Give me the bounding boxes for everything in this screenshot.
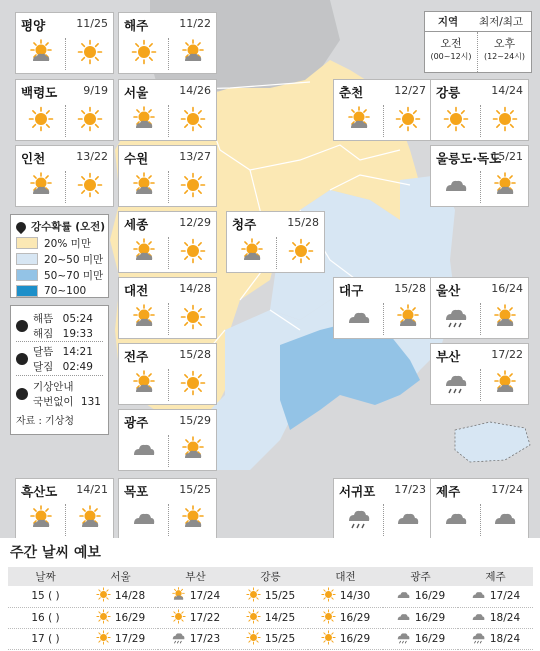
sunny-icon [28,106,54,132]
legend-swatch-2 [16,253,38,265]
city-header: 서울 [83,567,158,586]
cloudy-icon [471,587,486,605]
city-temp: 14/21 [76,483,108,496]
forecast-temp: 14/28 [114,590,146,603]
forecast-cell [83,607,158,628]
legend-swatch-3 [16,269,38,281]
divider [65,105,66,137]
sunny-icon [96,587,111,605]
sunny-icon [246,587,261,605]
city-card-seogwipo [333,478,432,540]
city-temp: 17/23 [394,483,426,496]
legend-item-4: 70~100 [16,284,108,298]
partly-cloudy-sun-icon [28,172,54,198]
city-header: 부산 [158,567,233,586]
city-card-gwangju [118,409,217,471]
rain-icon [443,370,469,396]
weekly-header-row [8,567,533,586]
cloudy-icon [346,304,372,330]
rain-icon [346,505,372,531]
divider [276,237,277,269]
cloudy-icon [471,609,486,627]
am-label: 오전 [440,37,462,50]
weekly-title: 주간 날씨 예보 [10,545,101,561]
sunny-icon [492,106,518,132]
divider [168,237,169,269]
legend-item-1: 20% 미만 [16,236,108,250]
city-card-chuncheon [333,79,432,141]
divider [480,303,481,335]
city-temp: 15/28 [394,282,426,295]
cloudy-icon [131,436,157,462]
partly-cloudy-sun-icon [395,304,421,330]
forecast-cell [458,628,533,649]
forecast-cell [233,607,308,628]
date-cell: 15 ( ) [8,586,83,607]
city-card-sejong [118,211,217,273]
city-temp: 14/26 [179,84,211,97]
partly-cloudy-sun-icon [171,587,186,605]
city-name: 수원 [124,151,149,166]
rain-icon [443,304,469,330]
city-card-baengnyeongdo [15,79,114,141]
divider [65,171,66,203]
forecast-temp: 16/29 [414,611,446,624]
city-name: 청주 [232,217,257,232]
forecast-temp: 17/23 [189,632,221,645]
city-name: 평양 [21,18,46,33]
forecast-cell [233,586,308,607]
city-temp: 15/25 [179,483,211,496]
sunny-icon [180,238,206,264]
city-name: 광주 [124,415,149,430]
info-panel: 해뜸 05:24 해짐 19:33 달뜸 14:21 달짐 02:49 기상안내 국번없이 131 자료 : 기상청 [10,305,109,435]
city-name: 백령도 [21,85,58,100]
city-name: 울산 [436,283,461,298]
city-temp: 11/25 [76,17,108,30]
rain-icon [471,630,486,648]
city-card-haeju [118,12,217,74]
legend-item-3: 50~70 미만 [16,268,108,282]
city-card-busan [430,343,529,405]
forecast-temp: 14/30 [339,590,371,603]
minmax-label: 최저/최고 [478,16,524,28]
city-name: 대구 [339,283,364,298]
divider [480,105,481,137]
cloudy-icon [443,505,469,531]
sunny-icon [180,106,206,132]
partly-cloudy-sun-icon [180,39,206,65]
sunny-icon [171,609,186,627]
partly-cloudy-sun-icon [492,304,518,330]
sunny-icon [180,172,206,198]
partly-cloudy-sun-icon [131,106,157,132]
city-card-suwon [118,145,217,207]
city-temp: 13/27 [179,150,211,163]
city-card-jeju [430,478,529,540]
city-name: 부산 [436,349,461,364]
city-card-incheon [15,145,114,207]
forecast-temp: 18/24 [489,611,521,624]
forecast-cell [233,628,308,649]
pm-label: 오후 [493,37,516,50]
divider [480,171,481,203]
forecast-cell [308,628,383,649]
sunny-icon [180,370,206,396]
table-row [8,607,533,628]
city-card-ulsan [430,277,529,339]
city-temp: 11/22 [179,17,211,30]
city-name: 울릉도·독도 [436,151,502,166]
sunny-icon [96,609,111,627]
divider [168,303,169,335]
city-name: 서울 [124,85,149,100]
forecast-cell [458,607,533,628]
city-name: 세종 [124,217,149,232]
forecast-temp: 15/25 [264,590,296,603]
city-temp: 15/21 [491,150,523,163]
precip-legend [10,214,109,298]
city-name: 흑산도 [21,484,58,499]
city-name: 전주 [124,349,149,364]
city-header: 광주 [383,567,458,586]
city-header: 강릉 [233,567,308,586]
header-legend [424,11,532,73]
forecast-temp: 15/25 [264,632,296,645]
city-name: 인천 [21,151,46,166]
sunny-icon [321,630,336,648]
city-card-jeonju [118,343,217,405]
partly-cloudy-sun-icon [492,370,518,396]
city-name: 강릉 [436,85,461,100]
legend-title: 강수확률 (오전) [31,221,106,233]
forecast-temp: 16/29 [414,590,446,603]
table-row [8,628,533,649]
city-card-heuksando [15,478,114,540]
divider [383,303,384,335]
city-temp: 16/24 [491,282,523,295]
city-card-seoul [118,79,217,141]
source-label: 자료 : 기상청 [16,416,75,427]
sunny-icon [288,238,314,264]
city-header: 제주 [458,567,533,586]
weekly-table [8,567,533,650]
partly-cloudy-sun-icon [180,436,206,462]
cloudy-icon [396,587,411,605]
city-name: 목포 [124,484,149,499]
sunny-icon [321,609,336,627]
cloudy-icon [131,505,157,531]
forecast-cell [458,586,533,607]
am-range: (00~12시) [430,52,472,61]
city-card-ulleungdo [430,145,529,207]
sunny-icon [96,630,111,648]
table-row [8,586,533,607]
cloudy-icon [492,505,518,531]
forecast-temp: 17/29 [114,632,146,645]
forecast-temp: 16/29 [339,632,371,645]
partly-cloudy-sun-icon [180,505,206,531]
divider [168,504,169,536]
date-cell: 17 ( ) [8,628,83,649]
sunny-icon [395,106,421,132]
sunny-icon [246,630,261,648]
sunny-icon [77,106,103,132]
moon-icon [16,353,28,365]
forecast-cell [308,586,383,607]
partly-cloudy-sun-icon [131,304,157,330]
city-temp: 13/22 [76,150,108,163]
city-name: 해주 [124,18,149,33]
city-temp: 12/27 [394,84,426,97]
city-temp: 15/29 [179,414,211,427]
weekly-forecast [0,538,540,651]
forecast-temp: 14/25 [264,611,296,624]
rain-icon [171,630,186,648]
pm-range: (12~24시) [483,52,526,61]
raindrop-icon [14,219,28,233]
sunny-icon [443,106,469,132]
city-temp: 14/28 [179,282,211,295]
cloudy-icon [443,172,469,198]
forecast-temp: 18/24 [489,632,521,645]
legend-swatch-1 [16,237,38,249]
forecast-temp: 17/22 [189,611,221,624]
forecast-temp: 16/29 [339,611,371,624]
divider [168,171,169,203]
city-temp: 14/24 [491,84,523,97]
city-card-pyongyang [15,12,114,74]
partly-cloudy-sun-icon [131,238,157,264]
divider [383,105,384,137]
divider [168,38,169,70]
city-name: 제주 [436,484,461,499]
divider [65,504,66,536]
divider [480,504,481,536]
sunny-icon [246,609,261,627]
partly-cloudy-sun-icon [131,370,157,396]
forecast-cell [158,628,233,649]
city-card-cheongju [226,211,325,273]
jeju-island [455,422,530,462]
city-temp: 17/22 [491,348,523,361]
sunny-icon [321,587,336,605]
cloudy-icon [396,609,411,627]
city-card-daegu [333,277,432,339]
forecast-cell [308,607,383,628]
city-name: 대전 [124,283,149,298]
sunny-icon [131,39,157,65]
forecast-temp: 17/24 [489,590,521,603]
partly-cloudy-sun-icon [492,172,518,198]
sunny-icon [77,39,103,65]
region-label: 지역 [437,16,459,28]
city-name: 서귀포 [339,484,376,499]
divider [383,504,384,536]
forecast-cell [383,607,458,628]
date-header: 날짜 [8,567,83,586]
cloudy-icon [395,505,421,531]
sun-icon [16,320,28,332]
city-name: 춘천 [339,85,364,100]
city-temp: 9/19 [83,84,108,97]
rain-icon [396,630,411,648]
forecast-temp: 16/29 [114,611,146,624]
date-cell: 16 ( ) [8,607,83,628]
city-header: 대전 [308,567,383,586]
partly-cloudy-sun-icon [239,238,265,264]
divider [168,369,169,401]
forecast-cell [383,586,458,607]
divider [65,38,66,70]
legend-item-2: 20~50 미만 [16,252,108,266]
divider [480,369,481,401]
forecast-temp: 17/24 [189,590,221,603]
legend-swatch-4 [16,285,38,297]
city-temp: 15/28 [287,216,319,229]
city-temp: 17/24 [491,483,523,496]
forecast-cell [383,628,458,649]
city-card-gangneung [430,79,529,141]
forecast-cell [158,607,233,628]
partly-cloudy-sun-icon [28,39,54,65]
forecast-cell [83,586,158,607]
city-temp: 12/29 [179,216,211,229]
sunny-icon [77,172,103,198]
forecast-cell [83,628,158,649]
divider [168,105,169,137]
forecast-temp: 16/29 [414,632,446,645]
forecast-cell [158,586,233,607]
city-card-daejeon [118,277,217,339]
city-card-mokpo [118,478,217,540]
divider [168,435,169,467]
partly-cloudy-sun-icon [346,106,372,132]
partly-cloudy-sun-icon [28,505,54,531]
partly-cloudy-sun-icon [77,505,103,531]
phone-icon [16,388,28,400]
sunny-icon [180,304,206,330]
partly-cloudy-sun-icon [131,172,157,198]
city-temp: 15/28 [179,348,211,361]
